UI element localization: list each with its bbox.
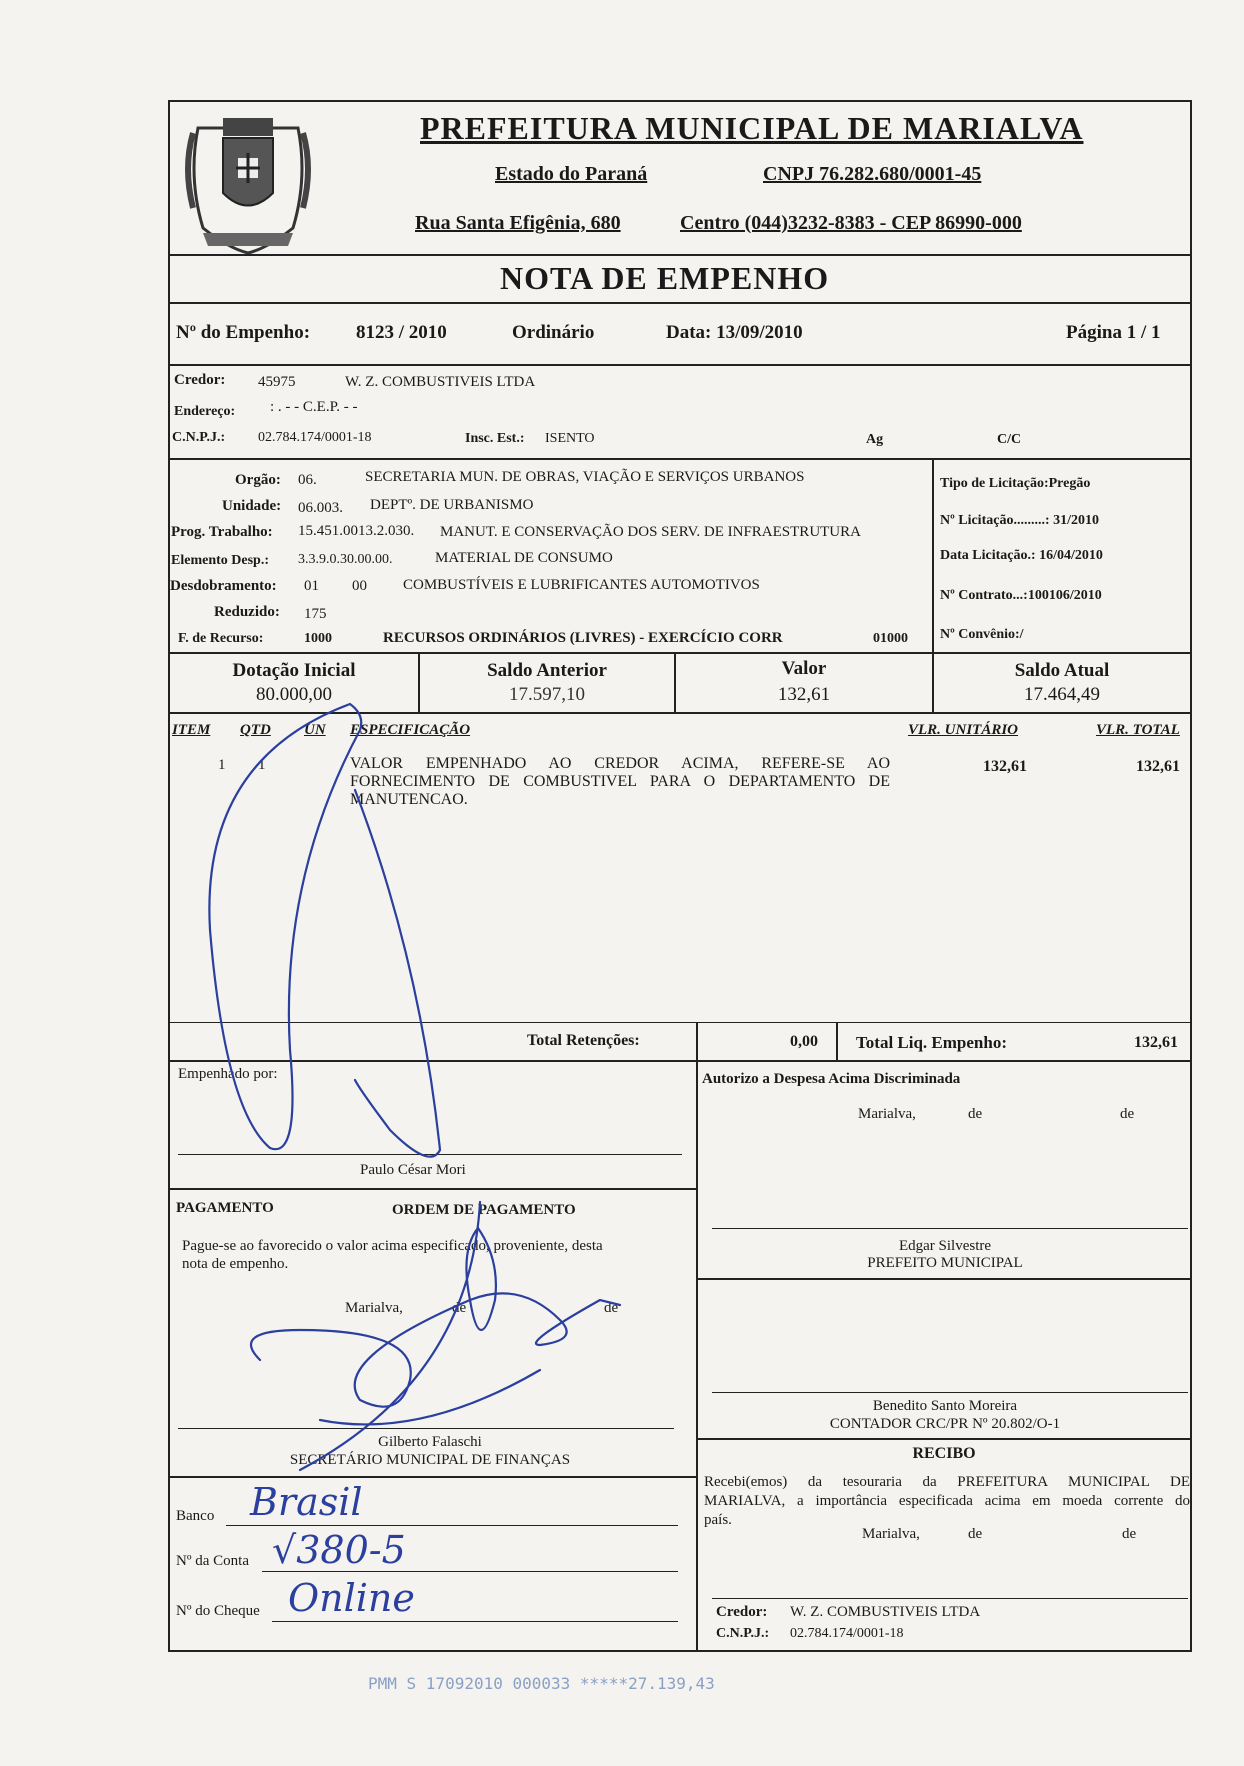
ag-label: Ag bbox=[866, 432, 884, 447]
col-qtd: QTD bbox=[240, 722, 271, 738]
desd-code2: 00 bbox=[352, 578, 367, 594]
empenho-number-label: Nº do Empenho: bbox=[176, 322, 311, 343]
reduzido-label: Reduzido: bbox=[214, 604, 280, 620]
dotacao-inicial-value: 80.000,00 bbox=[256, 684, 332, 705]
recurso-num: 01000 bbox=[873, 631, 908, 646]
elem-code: 3.3.9.0.30.00.00. bbox=[298, 552, 393, 567]
ordem-pagamento-label: ORDEM DE PAGAMENTO bbox=[392, 1202, 576, 1218]
credor-cnpj-label: C.N.P.J.: bbox=[172, 430, 226, 445]
pagamento-text2: nota de empenho. bbox=[182, 1256, 289, 1272]
saldo-anterior-label: Saldo Anterior bbox=[487, 660, 607, 681]
valor-label: Valor bbox=[781, 658, 827, 679]
unidade-code: 06.003. bbox=[298, 500, 343, 516]
contador-name: Benedito Santo Moreira bbox=[872, 1398, 1018, 1414]
col-item: ITEM bbox=[172, 722, 211, 738]
autorizo-label: Autorizo a Despesa Acima Discriminada bbox=[702, 1071, 961, 1087]
orgao-desc: SECRETARIA MUN. DE OBRAS, VIAÇÃO E SERVIÇOS URBANOS bbox=[365, 469, 805, 485]
autorizo-city: Marialva, bbox=[858, 1106, 916, 1122]
saldo-anterior-value: 17.597,10 bbox=[509, 684, 585, 705]
saldo-atual-value: 17.464,49 bbox=[1024, 684, 1100, 705]
col-especificacao: ESPECIFICAÇÃO bbox=[350, 722, 471, 738]
item-desc-line1: VALOR EMPENHADO AO CREDOR ACIMA, REFERE-SE AO bbox=[350, 755, 890, 772]
item-qtd: 1 bbox=[258, 757, 266, 773]
autorizo-de1: de bbox=[968, 1106, 983, 1122]
numero-convenio: Nº Convênio:/ bbox=[940, 627, 1024, 642]
page-number: Página 1 / 1 bbox=[1066, 322, 1161, 343]
empenhado-label: Empenhado por: bbox=[178, 1066, 278, 1082]
pagamento-text1: Pague-se ao favorecido o valor acima especificado, proveniente, desta bbox=[182, 1238, 603, 1254]
prog-code: 15.451.0013.2.030. bbox=[298, 523, 415, 539]
tipo-licitacao: Tipo de Licitação:Pregão bbox=[940, 476, 1091, 491]
recibo-text1: Recebi(emos) da tesouraria da PREFEITURA MUNICIPAL DE bbox=[704, 1474, 1190, 1490]
liq-empenho-value: 132,61 bbox=[1134, 1034, 1178, 1051]
item-vlr-unitario: 132,61 bbox=[983, 758, 1027, 775]
cheque-handwritten: Online bbox=[288, 1576, 415, 1620]
orgao-label: Orgão: bbox=[235, 472, 281, 488]
empenho-type: Ordinário bbox=[512, 322, 595, 343]
retencoes-value: 0,00 bbox=[790, 1033, 818, 1050]
banco-handwritten: Brasil bbox=[250, 1480, 363, 1524]
autorizo-de2: de bbox=[1120, 1106, 1135, 1122]
pagamento-city: Marialva, bbox=[345, 1300, 403, 1316]
doc-title: NOTA DE EMPENHO bbox=[500, 260, 830, 296]
unidade-desc: DEPTº. DE URBANISMO bbox=[370, 497, 534, 513]
secretario-name: Gilberto Falaschi bbox=[378, 1434, 482, 1450]
recibo-text3: país. bbox=[704, 1512, 732, 1528]
col-vlr-unitario: VLR. UNITÁRIO bbox=[908, 722, 1019, 738]
item-number: 1 bbox=[218, 757, 226, 773]
endereco-label: Endereço: bbox=[174, 404, 236, 419]
liq-empenho-label: Total Liq. Empenho: bbox=[856, 1033, 1007, 1052]
contact-label: Centro (044)3232-8383 - CEP 86990-000 bbox=[680, 212, 1022, 234]
contador-title: CONTADOR CRC/PR Nº 20.802/O-1 bbox=[829, 1416, 1061, 1432]
insc-value: ISENTO bbox=[545, 431, 595, 446]
recibo-de2: de bbox=[1122, 1526, 1137, 1542]
secretario-title: SECRETÁRIO MUNICIPAL DE FINANÇAS bbox=[289, 1452, 571, 1468]
prog-desc: MANUT. E CONSERVAÇÃO DOS SERV. DE INFRAESTRUTURA bbox=[440, 524, 861, 540]
cheque-label: Nº do Cheque bbox=[176, 1603, 260, 1619]
credor-name: W. Z. COMBUSTIVEIS LTDA bbox=[345, 374, 536, 390]
cnpj-label: CNPJ 76.282.680/0001-45 bbox=[763, 163, 982, 185]
municipal-crest-icon bbox=[178, 108, 318, 258]
empenhado-name: Paulo César Mori bbox=[360, 1162, 466, 1178]
numero-contrato: Nº Contrato...:100106/2010 bbox=[940, 588, 1102, 603]
dotacao-inicial-label: Dotação Inicial bbox=[232, 660, 356, 681]
elem-desc: MATERIAL DE CONSUMO bbox=[435, 550, 613, 566]
desd-code1: 01 bbox=[304, 578, 319, 594]
recurso-code: 1000 bbox=[304, 631, 332, 646]
elem-label: Elemento Desp.: bbox=[171, 553, 269, 568]
recibo-text2: MARIALVA, a importância especificada acima em moeda corrente do bbox=[704, 1493, 1190, 1509]
item-vlr-total: 132,61 bbox=[1136, 758, 1180, 775]
banco-label: Banco bbox=[176, 1508, 215, 1524]
reduzido-value: 175 bbox=[304, 606, 327, 622]
prefeito-title: PREFEITO MUNICIPAL bbox=[867, 1255, 1023, 1271]
col-vlr-total: VLR. TOTAL bbox=[1096, 722, 1180, 738]
retencoes-label: Total Retenções: bbox=[527, 1032, 640, 1049]
recibo-credor-name: W. Z. COMBUSTIVEIS LTDA bbox=[790, 1604, 981, 1620]
credor-code: 45975 bbox=[258, 374, 296, 390]
cc-label: C/C bbox=[997, 432, 1022, 447]
insc-label: Insc. Est.: bbox=[465, 431, 525, 446]
pagamento-de2: de bbox=[604, 1300, 619, 1316]
conta-handwritten: √380-5 bbox=[272, 1528, 406, 1572]
state-label: Estado do Paraná bbox=[495, 163, 648, 185]
empenho-date: Data: 13/09/2010 bbox=[666, 322, 803, 343]
prog-label: Prog. Trabalho: bbox=[171, 524, 273, 540]
recibo-cnpj: 02.784.174/0001-18 bbox=[790, 1626, 904, 1641]
credor-cnpj: 02.784.174/0001-18 bbox=[258, 430, 372, 445]
item-desc-line2: FORNECIMENTO DE COMBUSTIVEL PARA O DEPARTAMENTO DE bbox=[350, 773, 890, 790]
valor-value: 132,61 bbox=[777, 684, 831, 705]
page-title: PREFEITURA MUNICIPAL DE MARIALVA bbox=[420, 110, 1084, 146]
bank-stamp: PMM S 17092010 000033 *****27.139,43 bbox=[368, 1674, 715, 1693]
numero-licitacao: Nº Licitação.........: 31/2010 bbox=[940, 513, 1099, 528]
col-un: UN bbox=[304, 722, 326, 738]
empenho-number: 8123 / 2010 bbox=[356, 322, 447, 343]
recibo-credor-label: Credor: bbox=[716, 1604, 768, 1620]
unidade-label: Unidade: bbox=[222, 498, 282, 514]
orgao-code: 06. bbox=[298, 472, 317, 488]
data-licitacao: Data Licitação.: 16/04/2010 bbox=[940, 548, 1103, 563]
conta-label: Nº da Conta bbox=[176, 1553, 249, 1569]
item-desc-line3: MANUTENCAO. bbox=[350, 791, 468, 808]
prefeito-name: Edgar Silvestre bbox=[898, 1238, 992, 1254]
desd-label: Desdobramento: bbox=[170, 578, 277, 594]
pagamento-label: PAGAMENTO bbox=[176, 1200, 274, 1216]
desd-desc: COMBUSTÍVEIS E LUBRIFICANTES AUTOMOTIVOS bbox=[403, 577, 760, 593]
credor-label: Credor: bbox=[174, 372, 226, 388]
saldo-atual-label: Saldo Atual bbox=[1014, 660, 1110, 681]
address-label: Rua Santa Efigênia, 680 bbox=[415, 212, 621, 234]
endereco-value: : . - - C.E.P. - - bbox=[270, 399, 358, 415]
recibo-cnpj-label: C.N.P.J.: bbox=[716, 1626, 770, 1641]
recurso-desc: RECURSOS ORDINÁRIOS (LIVRES) - EXERCÍCIO CORR bbox=[383, 630, 783, 646]
recurso-label: F. de Recurso: bbox=[178, 631, 264, 646]
recibo-label: RECIBO bbox=[912, 1445, 976, 1462]
recibo-city: Marialva, bbox=[862, 1526, 920, 1542]
recibo-de1: de bbox=[968, 1526, 983, 1542]
pagamento-de1: de bbox=[452, 1300, 467, 1316]
